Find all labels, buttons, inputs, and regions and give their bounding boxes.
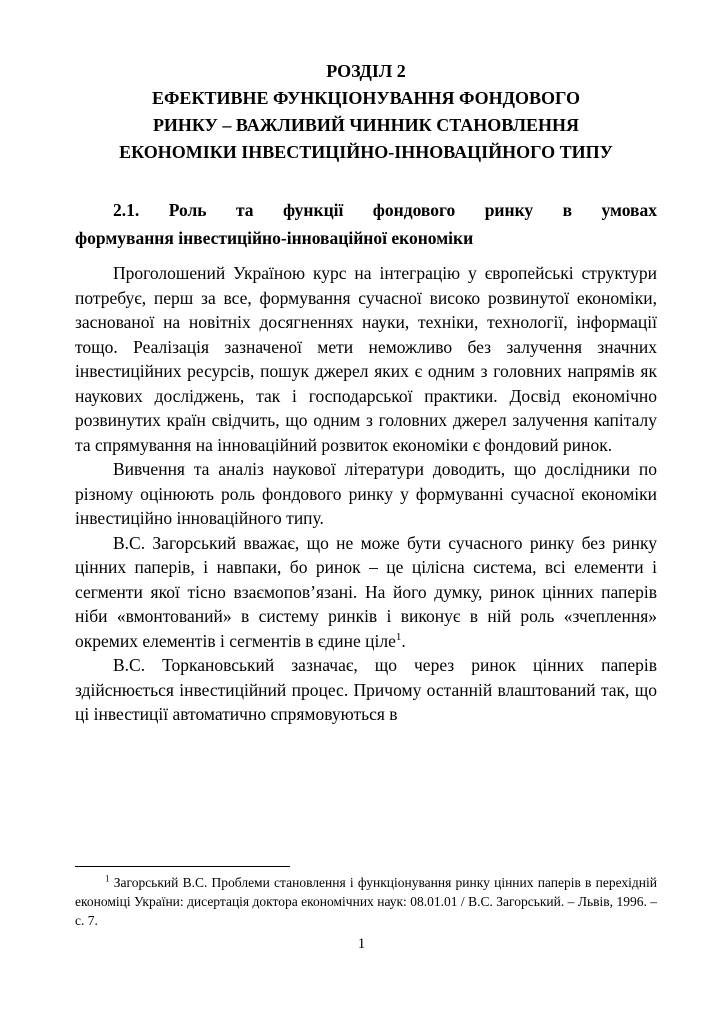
chapter-title-line-4: ЕКОНОМІКИ ІНВЕСТИЦІЙНО-ІННОВАЦІЙНОГО ТИПУ <box>119 142 613 162</box>
footnote-separator-line <box>75 866 290 867</box>
paragraph-text: В.С. Загорський вважає, що не може бути сучасного ринку без ринку цінних паперів, і навпаки, бо ринок – це цілісна система, всі елементи і сегменти якої тісно взаємопов’язані. На його думку, ринок цінних паперів ніби «вмонтований» в систему ринків і виконує в ній роль «зчеплення» окремих елементів і сегментів в єдине ціле <box>75 532 657 651</box>
paragraph-torkanovsky <box>75 653 657 727</box>
chapter-title-line-1: РОЗДІЛ 2 <box>326 61 406 81</box>
section-heading-line-1: 2.1. Роль та функції фондового ринку в умовах <box>113 200 657 220</box>
footnote-area <box>75 866 657 930</box>
paragraph-text-end: . <box>401 630 406 651</box>
paragraph-text: В.С. Торкановський зазначає, що через ринок цінних паперів здійснюється інвестиційний процес. Причому останній влаштований так, що ці інвестиції автоматично спрямовуються в <box>75 655 657 724</box>
paragraph-intro <box>75 261 657 457</box>
chapter-title <box>75 58 657 166</box>
paragraph-text: Вивчення та аналіз наукової літератури доводить, що дослідники по різному оцінюють роль фондового ринку у формуванні сучасної економіки інвестиційно інноваційного типу. <box>75 459 657 528</box>
chapter-title-line-3: РИНКУ – ВАЖЛИВИЙ ЧИННИК СТАНОВЛЕННЯ <box>152 115 580 135</box>
footnote-body: Загорський В.С. Проблеми становлення і функціонування ринку цінних паперів в перехідній економіці України: дисертація доктора економічних наук: 08.01.01 / В.С. Загорський. – Львів, 1996. – с. 7. <box>75 875 658 928</box>
page-content <box>75 58 657 727</box>
footnote-number: 1 <box>105 873 110 884</box>
chapter-title-line-2: ЕФЕКТИВНЕ ФУНКЦІОНУВАННЯ ФОНДОВОГО <box>151 88 581 108</box>
page-number: 1 <box>357 936 366 952</box>
section-heading <box>75 196 657 252</box>
paragraph-literature <box>75 457 657 531</box>
footnote <box>75 873 657 930</box>
body-text <box>75 261 657 727</box>
paragraph-zagorsky <box>75 531 657 654</box>
footnote-reference-mark: 1 <box>395 630 402 643</box>
paragraph-text: Проголошений Україною курс на інтеграцію у європейські структури потребує, перш за все, формування сучасної високо розвинутої економіки, заснованої на новітніх досягненнях науки, техніки, технології, інформації тощо. Реалізація зазначеної мети неможливо без залучення значних інвестиційних ресурсів, пошук джерел яких є одним з головних напрямів як наукових досліджень, так і господарської практики. Досвід економічно розвинутих країн свідчить, що одним з головних джерел залучення капіталу та спрямування на інноваційний розвиток економіки є фондовий ринок. <box>75 263 657 455</box>
section-heading-line-2: формування інвестиційно-інноваційної економіки <box>75 228 474 248</box>
